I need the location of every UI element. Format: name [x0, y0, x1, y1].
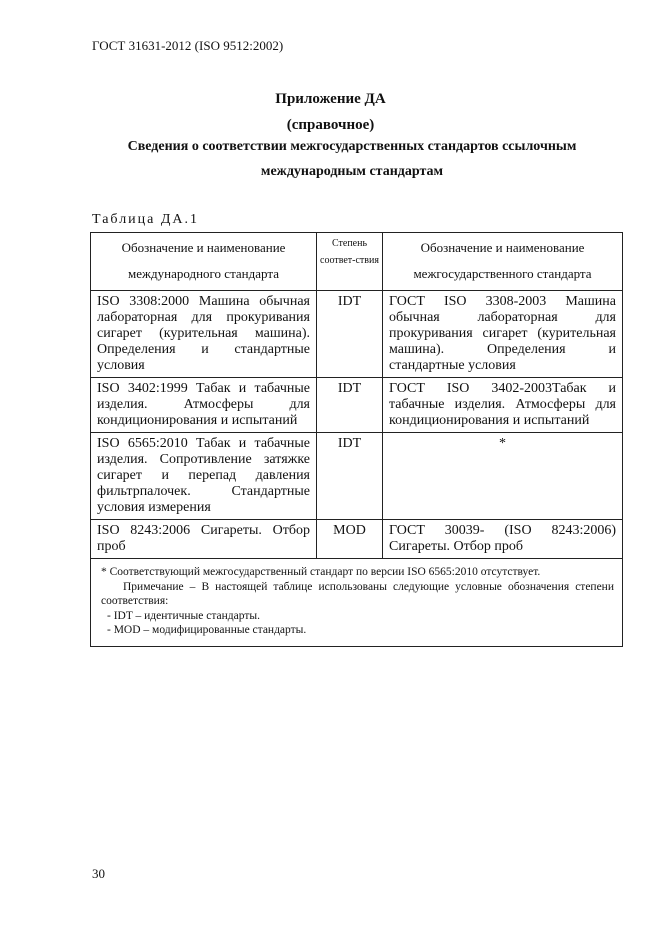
intl-standard-cell: ISO 3308:2000 Машина обычная лабораторная для прокуривания сигарет (курительная машина). Определения и стандартные условия	[91, 291, 317, 378]
gost-standard-cell: ГОСТ ISO 3402-2003Табак и табачные изделия. Атмосферы для кондиционирования и испытаний	[383, 378, 623, 433]
legend-item-mod: - MOD – модифицированные стандарты.	[107, 624, 307, 636]
gost-standard-cell: ГОСТ 30039- (ISO 8243:2006) Сигареты. Отбор проб	[383, 520, 623, 559]
page-number: 30	[92, 866, 105, 881]
degree-cell: IDT	[317, 291, 383, 378]
table-row	[91, 520, 623, 559]
degree-cell: IDT	[317, 433, 383, 520]
gost-standard-cell: *	[383, 433, 623, 520]
column-header-intl: Обозначение и наименование международного стандарта	[91, 233, 317, 291]
section-heading: Сведения о соответствии межгосударственных стандартов ссылочным международным стандартам	[127, 139, 577, 179]
table-row	[91, 433, 623, 520]
column-header-degree: Степень соответ-ствия	[317, 233, 383, 291]
appendix-title: Приложение ДА	[275, 91, 386, 107]
footnote-text: * Соответствующий межгосударственный стандарт по версии ISO 6565:2010 отсутствует.	[101, 566, 541, 578]
intl-standard-cell: ISO 8243:2006 Сигареты. Отбор проб	[91, 520, 317, 559]
table-header-row	[91, 233, 623, 291]
intl-standard-cell: ISO 6565:2010 Табак и табачные изделия. Сопротивление затяжке сигарет и перепад давления фильтрпалочек. Стандартные условия измерения	[91, 433, 317, 520]
intl-standard-cell: ISO 3402:1999 Табак и табачные изделия. Атмосферы для кондиционирования и испытаний	[91, 378, 317, 433]
table-label: Таблица ДА.1	[92, 212, 200, 227]
table-note-row	[91, 559, 623, 647]
appendix-subtitle: (справочное)	[286, 117, 375, 133]
legend-item-idt: - IDT – идентичные стандарты.	[107, 609, 260, 622]
correspondence-table	[90, 232, 623, 647]
table-row	[91, 378, 623, 433]
column-header-gost: Обозначение и наименование межгосударственного стандарта	[383, 233, 623, 291]
table-note	[91, 559, 623, 647]
document-header: ГОСТ 31631-2012 (ISO 9512:2002)	[92, 38, 284, 53]
table-row	[91, 291, 623, 378]
degree-cell: IDT	[317, 378, 383, 433]
gost-standard-cell: ГОСТ ISO 3308-2003 Машина обычная лабораторная для прокуривания сигарет (курительная машина). Определения и стандартные условия	[383, 291, 623, 378]
remark-text: Примечание – В настоящей таблице использованы следующие условные обозначения степени соответствия:	[101, 580, 614, 607]
degree-cell: MOD	[317, 520, 383, 559]
